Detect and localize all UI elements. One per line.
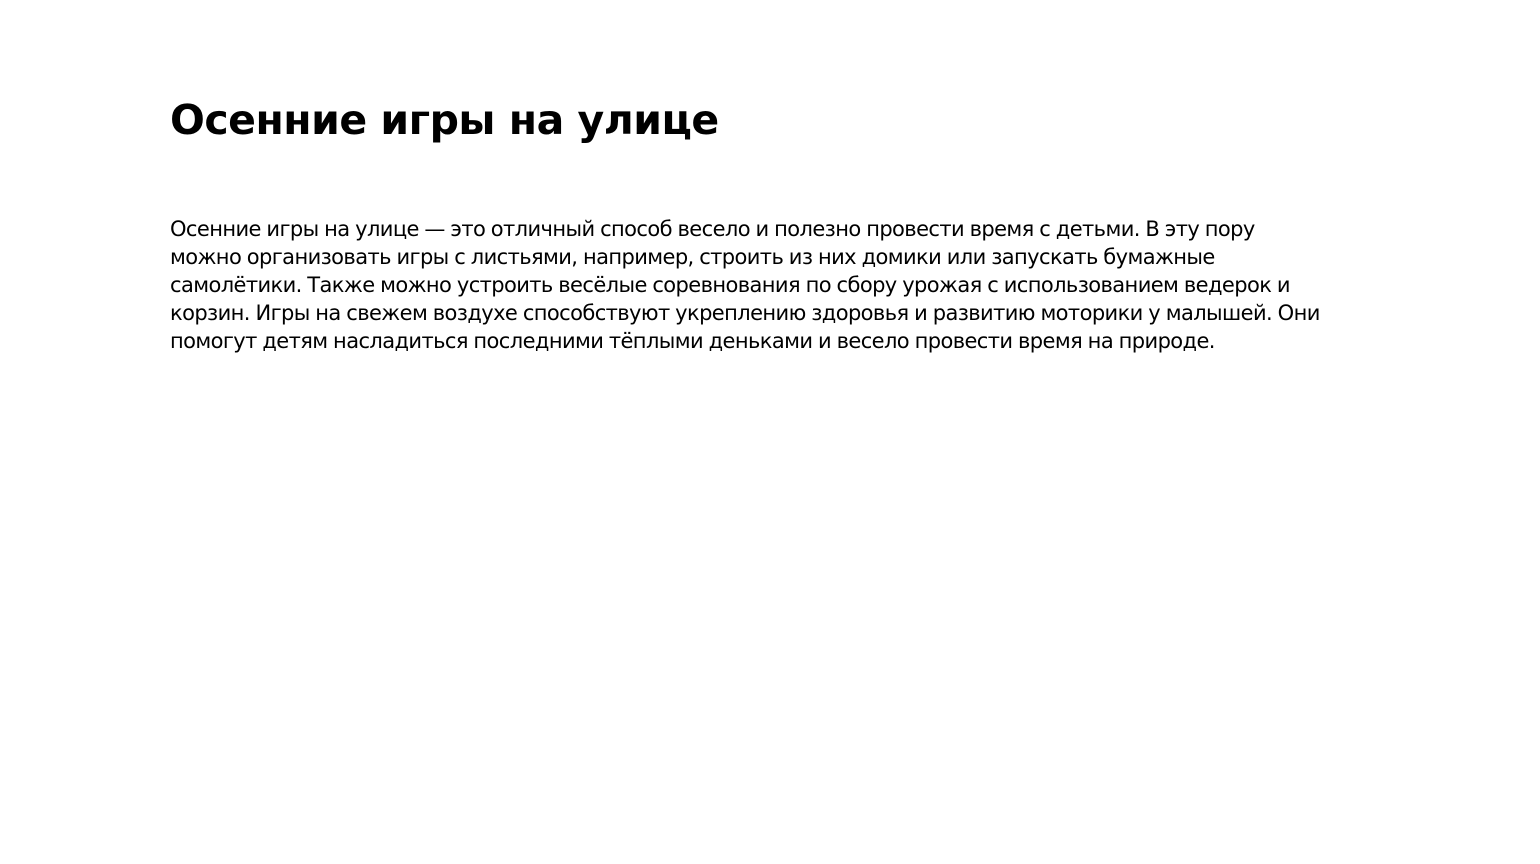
body-line: можно организовать игры с листьями, например, строить из них домики или запускать бумажные <box>170 245 1215 269</box>
body-line: корзин. Игры на свежем воздухе способствуют укреплению здоровья и развитию моторики у малышей. Они <box>170 301 1320 325</box>
slide-title: Осенние игры на улице <box>170 96 719 144</box>
body-line: помогут детям насладиться последними тёплыми деньками и весело провести время на природе. <box>170 329 1215 353</box>
slide-body-text <box>170 215 1375 355</box>
body-line: самолётики. Также можно устроить весёлые соревнования по сбору урожая с использованием ведерок и <box>170 273 1290 297</box>
body-line: Осенние игры на улице — это отличный способ весело и полезно провести время с детьми. В эту пору <box>170 217 1255 241</box>
